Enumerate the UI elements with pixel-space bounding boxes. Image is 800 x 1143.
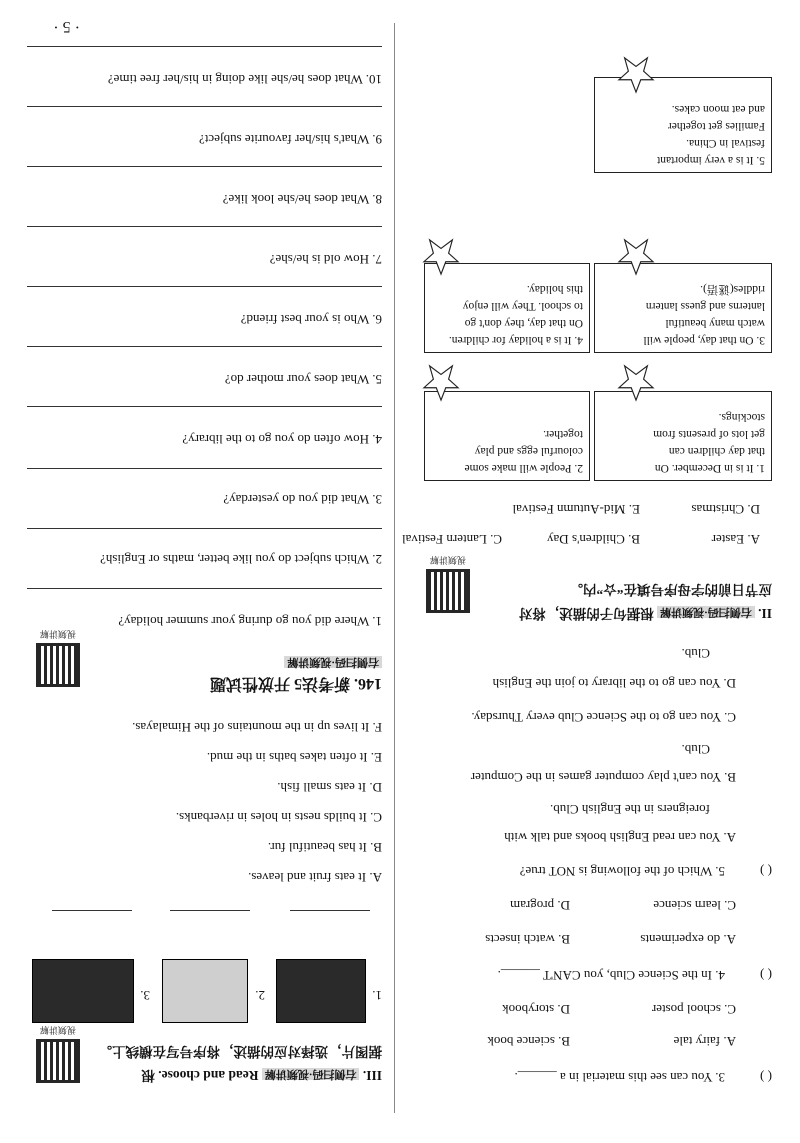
section3-qr-code[interactable] bbox=[36, 1039, 80, 1083]
section2-qr-label: 视频讲解 bbox=[429, 555, 466, 565]
q3-option-d: D. storybook bbox=[502, 1002, 570, 1017]
q5-option-a-line1: A. You can read English books and talk with bbox=[504, 830, 736, 845]
pic-label-3: 3. bbox=[140, 988, 150, 1003]
answer-line-q5[interactable] bbox=[27, 346, 382, 347]
box1-line1: 1. It is in December. On bbox=[654, 462, 765, 474]
answer-line-q9[interactable] bbox=[27, 106, 382, 107]
box2-line2: colourful eggs and play bbox=[474, 445, 583, 457]
box1-line4: stockings. bbox=[718, 411, 765, 423]
box3-line1: 3. On that day, people will bbox=[643, 334, 765, 346]
section3-title-cn1: 根 bbox=[141, 1068, 155, 1083]
section3-option-b: B. It has beautiful fur. bbox=[267, 840, 382, 855]
section146-qr-label: 视频讲解 bbox=[39, 629, 76, 639]
pic-label-2: 2. bbox=[255, 988, 265, 1003]
box4-line4: this holiday. bbox=[526, 283, 583, 295]
section3-option-c: C. It builds nests in holes in riverbanks. bbox=[175, 810, 382, 825]
section146-qr-code[interactable] bbox=[36, 643, 80, 687]
answer-line-q3[interactable] bbox=[27, 468, 382, 469]
box5-line2: festival in China. bbox=[686, 137, 765, 149]
section2-header bbox=[519, 605, 772, 625]
answer-line-1[interactable] bbox=[290, 910, 370, 911]
q3-option-a: A. fairy tale bbox=[673, 1034, 736, 1049]
question-8: 8. What does he/she look like? bbox=[222, 192, 382, 207]
animal-photo-3 bbox=[32, 959, 134, 1023]
q4-option-b: B. watch insects bbox=[485, 932, 570, 947]
section3-option-f: F. It lives up in the mountains of the Himalayas. bbox=[132, 720, 382, 735]
animal-photo-1 bbox=[276, 959, 366, 1023]
section3-option-d: D. It eats small fish. bbox=[277, 780, 382, 795]
section2-number: II. bbox=[758, 606, 772, 621]
q3-option-c: C. school poster bbox=[651, 1002, 736, 1017]
q5-option-d-line2: Club. bbox=[681, 646, 710, 661]
question-10: 10. What does he/she like doing in his/her free time? bbox=[107, 72, 382, 87]
answer-line-q6[interactable] bbox=[27, 286, 382, 287]
q4-text: 4. In the Science Club, you CAN'T ______. bbox=[497, 968, 725, 983]
section146-video-tag: 右侧扫码·视频讲解 bbox=[284, 656, 382, 668]
festival-box-1 bbox=[594, 391, 772, 481]
section3-header bbox=[141, 1067, 382, 1087]
q4-paren: ( ) bbox=[760, 968, 772, 983]
q5-option-b-line1: B. You can't play computer games in the Computer bbox=[470, 770, 736, 785]
section3-option-e: E. It often takes baths in the mud. bbox=[206, 750, 382, 765]
box1-line3: get lots of presents from bbox=[653, 428, 765, 440]
question-3: 3. What did you do yesterday? bbox=[223, 492, 382, 507]
answer-line-3[interactable] bbox=[52, 910, 132, 911]
section2-option-a: A. Easter bbox=[711, 532, 760, 547]
section3-option-a: A. It eats fruit and leaves. bbox=[248, 870, 382, 885]
box4-line2: On that day, they don't go bbox=[464, 317, 583, 329]
section2-option-b: B. Children's Day bbox=[547, 532, 640, 547]
star-answer-box-4[interactable] bbox=[422, 237, 460, 277]
page-number: · 5 · bbox=[53, 18, 80, 35]
star-answer-box-1[interactable] bbox=[617, 363, 655, 403]
question-5: 5. What does your mother do? bbox=[224, 372, 382, 387]
section146-video-tag-wrap bbox=[284, 655, 382, 671]
q4-option-c: C. learn science bbox=[653, 898, 736, 913]
q3-option-b: B. science book bbox=[487, 1034, 570, 1049]
box3-line2: watch many beautiful bbox=[665, 317, 765, 329]
star-answer-box-3[interactable] bbox=[617, 237, 655, 277]
answer-line-q10[interactable] bbox=[27, 46, 382, 47]
section2-title-line1: 根据句子的描述，将对 bbox=[518, 606, 654, 621]
question-2: 2. Which subject do you like better, maths or English? bbox=[100, 552, 382, 567]
section2-video-tag: 右侧扫码·视频讲解 bbox=[657, 606, 755, 618]
section3-title: Read and choose. bbox=[158, 1068, 259, 1083]
q3-paren: ( ) bbox=[760, 1070, 772, 1085]
section2-title-line2: 应节日前的字母序号填在“☆”内。 bbox=[569, 582, 772, 597]
box3-line4: riddles(谜语). bbox=[700, 283, 765, 295]
pic-label-1: 1. bbox=[372, 988, 382, 1003]
question-9: 9. What's his/her favourite subject? bbox=[199, 132, 382, 147]
section3-qr-label: 视频讲解 bbox=[39, 1025, 76, 1035]
q5-option-b-line2: Club. bbox=[681, 742, 710, 757]
answer-line-q1[interactable] bbox=[27, 588, 382, 589]
section2-option-d: D. Christmas bbox=[691, 502, 760, 517]
section2-option-c: C. Lantern Festival bbox=[401, 532, 502, 547]
section3-title-cn2: 据图片，选择对应的描述，将序号写在横线上。 bbox=[98, 1044, 382, 1059]
section3-number: III. bbox=[362, 1068, 382, 1083]
section2-option-e: E. Mid-Autumn Festival bbox=[512, 502, 640, 517]
question-7: 7. How old is he/she? bbox=[269, 252, 382, 267]
box4-line3: to school. They will enjoy bbox=[462, 300, 583, 312]
question-6: 6. Who is your best friend? bbox=[240, 312, 382, 327]
box3-line3: lanterns and guess lantern bbox=[645, 300, 765, 312]
star-answer-box-5[interactable] bbox=[617, 55, 655, 95]
q5-option-c: C. You can go to the Science Club every Thursday. bbox=[471, 710, 736, 725]
q5-option-a-line2: foreigners in the English Club. bbox=[550, 802, 710, 817]
box1-line2: that day children can bbox=[668, 445, 765, 457]
section2-qr-code[interactable] bbox=[426, 569, 470, 613]
q4-option-a: A. do experiments bbox=[640, 932, 736, 947]
q5-option-d-line1: D. You can go to the library to join the English bbox=[492, 676, 736, 691]
question-4: 4. How often do you go to the library? bbox=[182, 432, 382, 447]
section3-video-tag: 右侧扫码·视频讲解 bbox=[262, 1068, 360, 1080]
box2-line3: together. bbox=[543, 428, 583, 440]
answer-line-q8[interactable] bbox=[27, 166, 382, 167]
q4-option-d: D. program bbox=[510, 898, 570, 913]
answer-line-2[interactable] bbox=[170, 910, 250, 911]
q5-paren: ( ) bbox=[760, 864, 772, 879]
answer-line-q4[interactable] bbox=[27, 406, 382, 407]
box2-line1: 2. People will make some bbox=[464, 462, 583, 474]
answer-line-q7[interactable] bbox=[27, 226, 382, 227]
answer-line-q2[interactable] bbox=[27, 528, 382, 529]
q5-text: 5. Which of the following is NOT true? bbox=[519, 864, 725, 879]
q3-text: 3. You can see this material in a ______. bbox=[514, 1070, 725, 1085]
question-1: 1. Where did you go during your summer holiday? bbox=[118, 614, 382, 629]
box4-line1: 4. It is a holiday for children. bbox=[448, 334, 583, 346]
animal-photo-2 bbox=[162, 959, 248, 1023]
box5-line3: Families get together bbox=[667, 120, 765, 132]
box5-line4: and eat moon cakes. bbox=[671, 103, 765, 115]
section146-title: 146. 新考法5 开放性试题 bbox=[209, 675, 382, 692]
festival-box-2 bbox=[424, 391, 590, 481]
left-column bbox=[400, 0, 800, 1143]
box5-line1: 5. It is a very important bbox=[657, 154, 765, 166]
star-answer-box-2[interactable] bbox=[422, 363, 460, 403]
